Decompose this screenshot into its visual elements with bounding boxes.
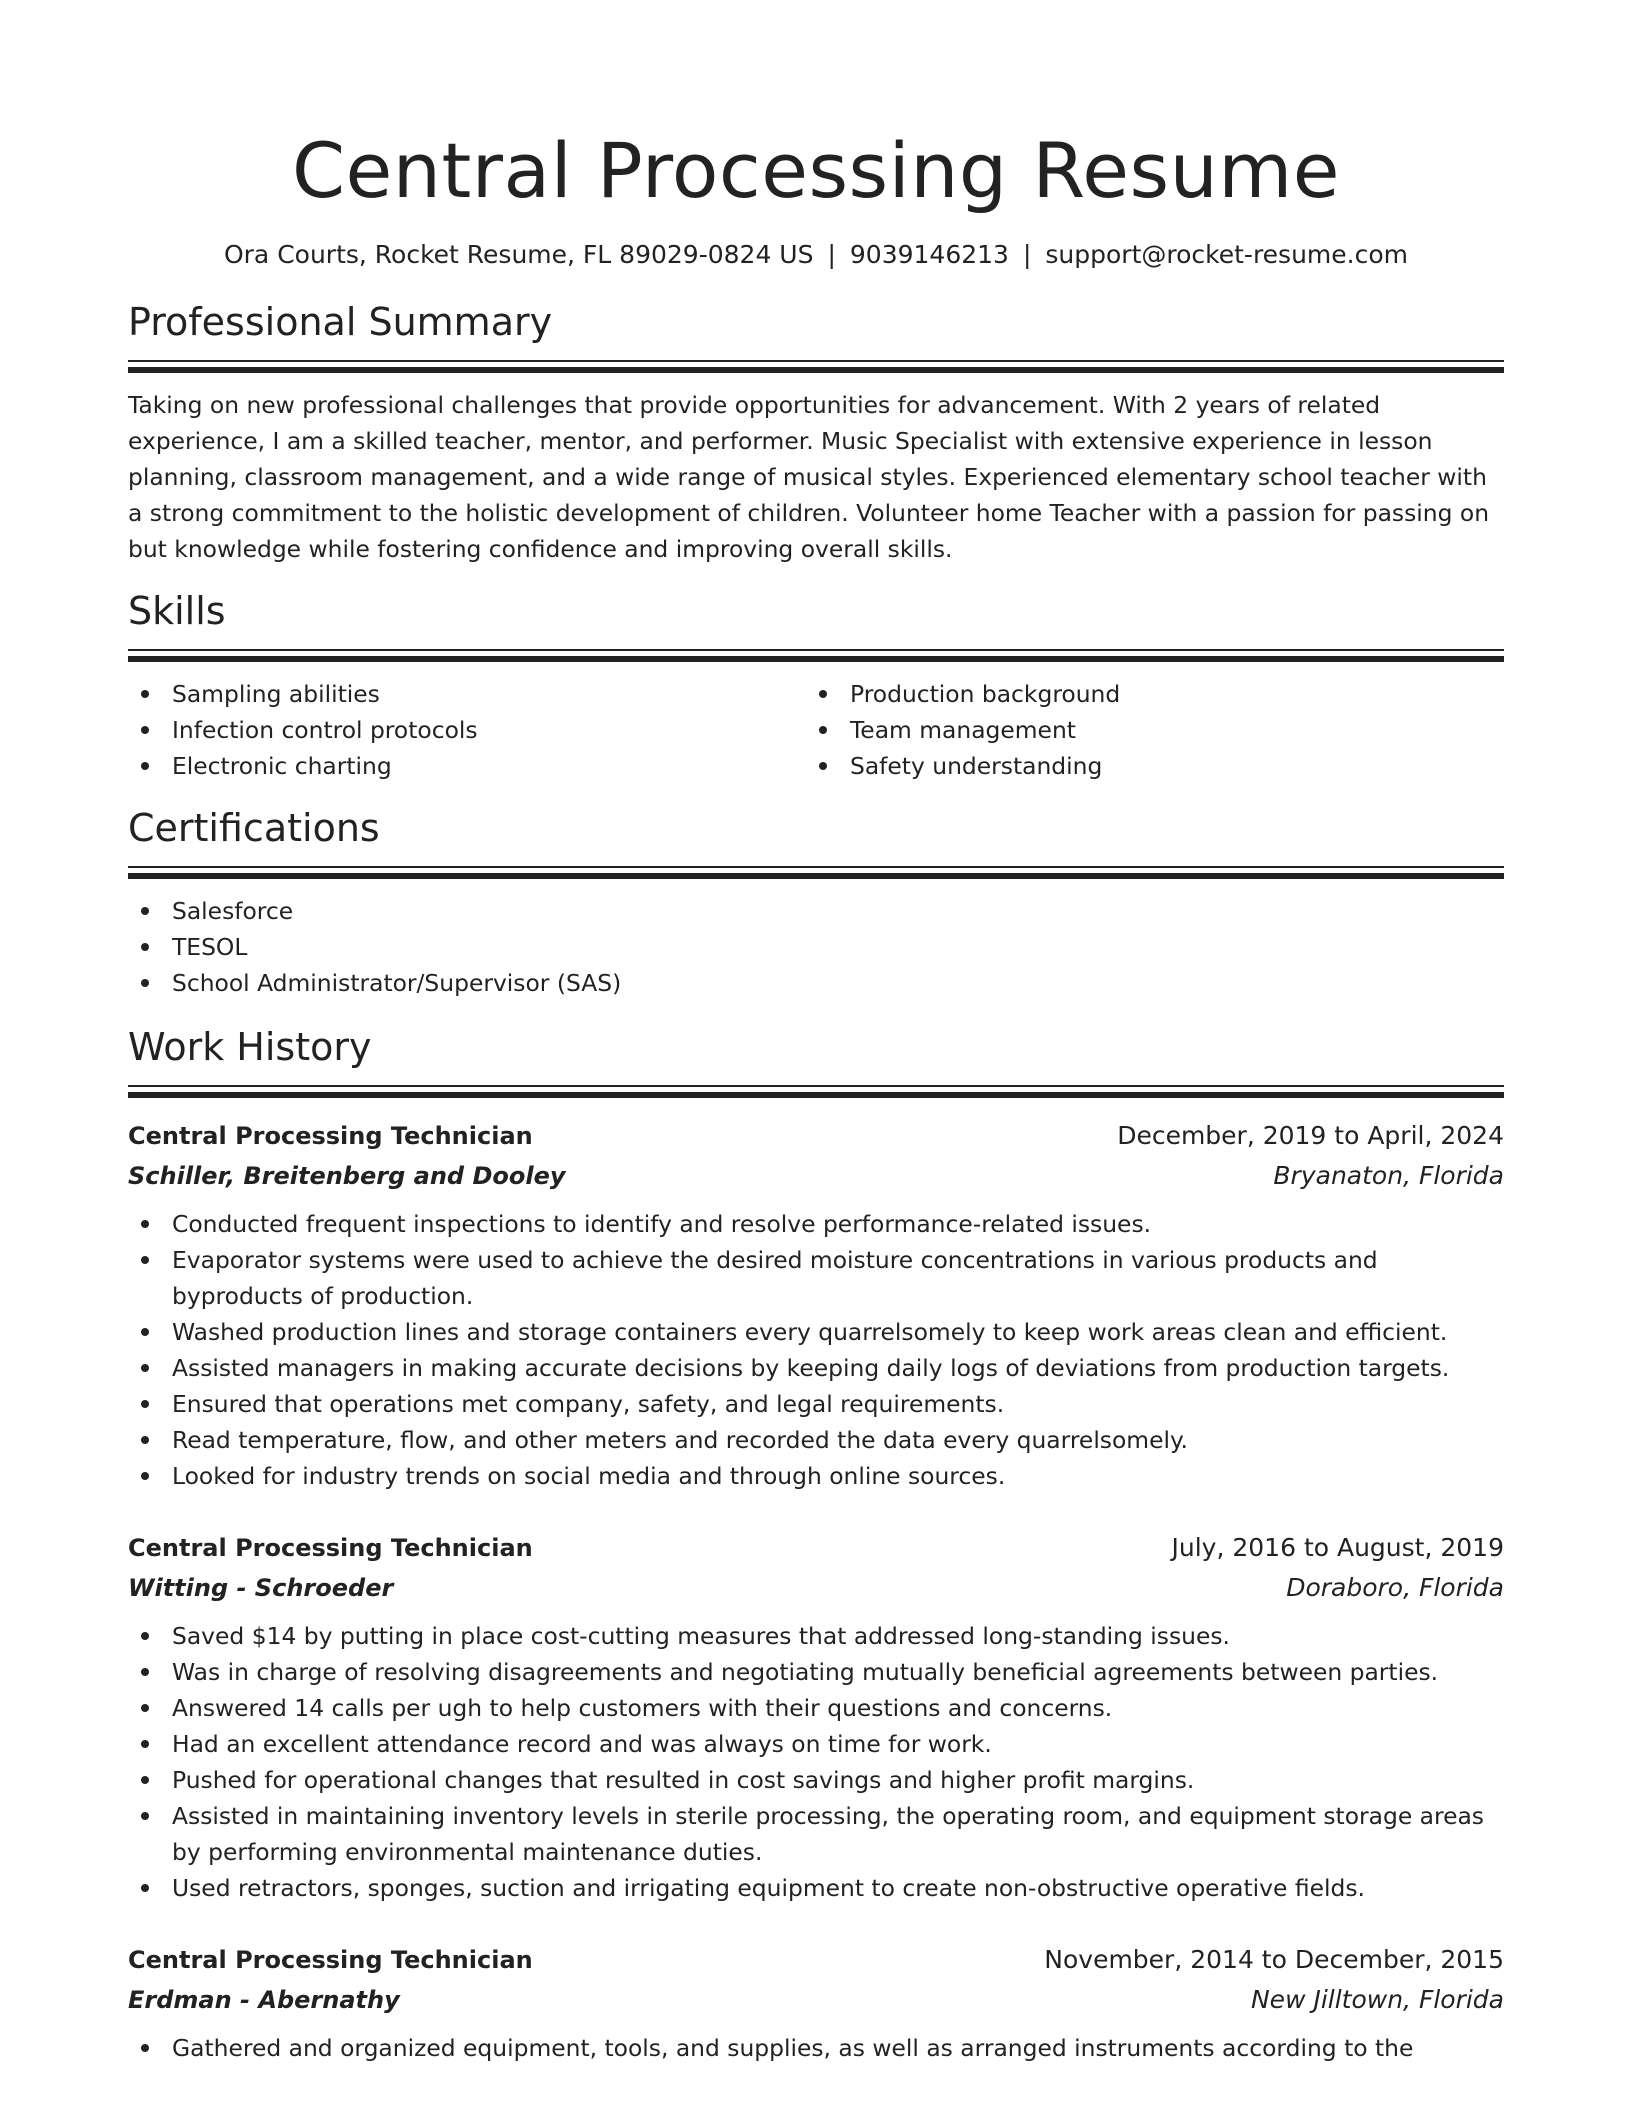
bullet-icon: [141, 1436, 149, 1444]
job-duty-text: Looked for industry trends on social media and through online sources.: [172, 1462, 1006, 1490]
job-duty-text: Used retractors, sponges, suction and irrigating equipment to create non-obstructive operative fields.: [172, 1874, 1365, 1902]
summary-text: Taking on new professional challenges that provide opportunities for advancement. With 2 years of related experience, I am a skilled teacher, mentor, and performer. Music Specialist with extensive experience in lesson planning, classroom management, and a wide range of musical styles. Experienced elementary school teacher with a strong commitment to the holistic development of children. Volunteer home Teacher with a passion for passing on but knowledge while fostering confidence and improving overall skills.: [128, 391, 1490, 563]
skill-item: [806, 712, 1484, 748]
bullet-icon: [141, 1256, 149, 1264]
skill-text: Sampling abilities: [172, 680, 380, 708]
bullet-icon: [141, 1220, 149, 1228]
section-title-summary: Professional Summary: [128, 300, 553, 344]
job-company: Witting - Schroeder: [128, 1574, 394, 1602]
skills-column-right: [806, 676, 1484, 784]
certification-text: School Administrator/Supervisor (SAS): [172, 969, 622, 997]
job-duty-text: Assisted managers in making accurate decisions by keeping daily logs of deviations from production targets.: [172, 1354, 1450, 1382]
skill-item: [806, 748, 1484, 784]
skill-text: Production background: [850, 680, 1121, 708]
job-duty: [128, 1422, 1504, 1458]
certification-text: Salesforce: [172, 897, 294, 925]
job-duty: [128, 1386, 1504, 1422]
job-duty-text: Was in charge of resolving disagreements and negotiating mutually beneficial agreements between parties.: [172, 1658, 1439, 1686]
job-company-row: [128, 1568, 1504, 1608]
job-duty-text: Gathered and organized equipment, tools, and supplies, as well as arranged instruments according to the: [172, 2034, 1414, 2062]
contact-line: [128, 238, 1504, 272]
bullet-icon: [141, 1400, 149, 1408]
certification-text: TESOL: [172, 933, 248, 961]
section-title-certifications: Certifications: [128, 806, 380, 850]
bullet-icon: [141, 907, 149, 915]
bullet-icon: [141, 1812, 149, 1820]
job-duty: [128, 1870, 1504, 1906]
job-dates: July, 2016 to August, 2019: [1171, 1533, 1504, 1562]
job-dates: December, 2019 to April, 2024: [1117, 1121, 1504, 1150]
certification-item: [128, 965, 1504, 1001]
bullet-icon: [141, 1668, 149, 1676]
skill-text: Electronic charting: [172, 752, 392, 780]
job-entry: [128, 1116, 1504, 1494]
bullet-icon: [141, 690, 149, 698]
resume-title: Central Processing Resume: [291, 126, 1341, 215]
job-duty: [128, 1762, 1504, 1798]
skill-item: [128, 712, 806, 748]
job-title: Central Processing Technician: [128, 1122, 533, 1150]
job-duty: [128, 1798, 1504, 1870]
section-title-skills: Skills: [128, 589, 226, 633]
section-divider: [128, 866, 1504, 879]
job-header-row: [128, 1116, 1504, 1156]
job-duty-text: Evaporator systems were used to achieve the desired moisture concentrations in various products and byproducts of production.: [172, 1246, 1378, 1310]
bullet-icon: [141, 1632, 149, 1640]
job-location: Doraboro, Florida: [1286, 1573, 1504, 1602]
job-entry: [128, 1940, 1504, 2066]
job-company: Schiller, Breitenberg and Dooley: [128, 1162, 566, 1190]
section-professional-summary: [128, 298, 1504, 567]
job-dates: November, 2014 to December, 2015: [1044, 1945, 1504, 1974]
job-duty: [128, 1726, 1504, 1762]
skill-item: [128, 676, 806, 712]
bullet-icon: [141, 1472, 149, 1480]
job-header-row: [128, 1940, 1504, 1980]
certification-item: [128, 929, 1504, 965]
job-duty: [128, 1242, 1504, 1314]
section-divider: [128, 649, 1504, 662]
skills-column-left: [128, 676, 806, 784]
job-duty: [128, 2030, 1504, 2066]
section-certifications: [128, 804, 1504, 1001]
bullet-icon: [141, 1704, 149, 1712]
bullet-icon: [141, 979, 149, 987]
job-duty: [128, 1206, 1504, 1242]
job-duty-text: Assisted in maintaining inventory levels in sterile processing, the operating room, and equipment storage areas by performing environmental maintenance duties.: [172, 1802, 1484, 1866]
bullet-icon: [141, 1884, 149, 1892]
skills-grid: [128, 676, 1504, 784]
contact-email: support@rocket-resume.com: [1045, 240, 1409, 269]
job-duties-list: [128, 1618, 1504, 1906]
bullet-icon: [141, 726, 149, 734]
job-duty: [128, 1654, 1504, 1690]
job-company: Erdman - Abernathy: [128, 1986, 400, 2014]
bullet-icon: [141, 2044, 149, 2052]
job-company-row: [128, 1980, 1504, 2020]
job-company-row: [128, 1156, 1504, 1196]
bullet-icon: [141, 1364, 149, 1372]
job-location: Bryanaton, Florida: [1273, 1161, 1504, 1190]
bullet-icon: [141, 1328, 149, 1336]
bullet-icon: [819, 762, 827, 770]
contact-separator: |: [827, 240, 836, 269]
bullet-icon: [141, 943, 149, 951]
job-title: Central Processing Technician: [128, 1534, 533, 1562]
job-duty-text: Conducted frequent inspections to identify and resolve performance-related issues.: [172, 1210, 1152, 1238]
bullet-icon: [141, 1776, 149, 1784]
job-entry: [128, 1528, 1504, 1906]
skill-text: Safety understanding: [850, 752, 1103, 780]
job-duty: [128, 1690, 1504, 1726]
contact-address: Ora Courts, Rocket Resume, FL 89029-0824 US: [223, 240, 814, 269]
bullet-icon: [819, 726, 827, 734]
section-skills: [128, 587, 1504, 784]
job-duty: [128, 1458, 1504, 1494]
job-duty-text: Ensured that operations met company, safety, and legal requirements.: [172, 1390, 1005, 1418]
job-duty: [128, 1314, 1504, 1350]
bullet-icon: [141, 762, 149, 770]
job-header-row: [128, 1528, 1504, 1568]
section-title-work-history: Work History: [128, 1025, 372, 1069]
job-duty-text: Had an excellent attendance record and was always on time for work.: [172, 1730, 992, 1758]
certifications-list: [128, 893, 1504, 1001]
job-duties-list: [128, 2030, 1504, 2066]
job-duty-text: Pushed for operational changes that resulted in cost savings and higher profit margins.: [172, 1766, 1195, 1794]
job-duty-text: Answered 14 calls per ugh to help customers with their questions and concerns.: [172, 1694, 1113, 1722]
job-duty-text: Read temperature, flow, and other meters and recorded the data every quarrelsomely.: [172, 1426, 1188, 1454]
bullet-icon: [141, 1740, 149, 1748]
job-duty-text: Saved $14 by putting in place cost-cutting measures that addressed long-standing issues.: [172, 1622, 1230, 1650]
contact-phone: 9039146213: [849, 240, 1009, 269]
job-duties-list: [128, 1206, 1504, 1494]
section-work-history: [128, 1023, 1504, 2066]
job-duty: [128, 1350, 1504, 1386]
job-title: Central Processing Technician: [128, 1946, 533, 1974]
job-duty-text: Washed production lines and storage containers every quarrelsomely to keep work areas clean and efficient.: [172, 1318, 1448, 1346]
bullet-icon: [819, 690, 827, 698]
section-divider: [128, 360, 1504, 373]
contact-separator: |: [1022, 240, 1032, 269]
resume-page: [128, 0, 1504, 2066]
skill-item: [128, 748, 806, 784]
skill-item: [806, 676, 1484, 712]
job-location: New Jilltown, Florida: [1250, 1985, 1504, 2014]
certification-item: [128, 893, 1504, 929]
skill-text: Infection control protocols: [172, 716, 478, 744]
skill-text: Team management: [850, 716, 1076, 744]
job-duty: [128, 1618, 1504, 1654]
section-divider: [128, 1085, 1504, 1098]
